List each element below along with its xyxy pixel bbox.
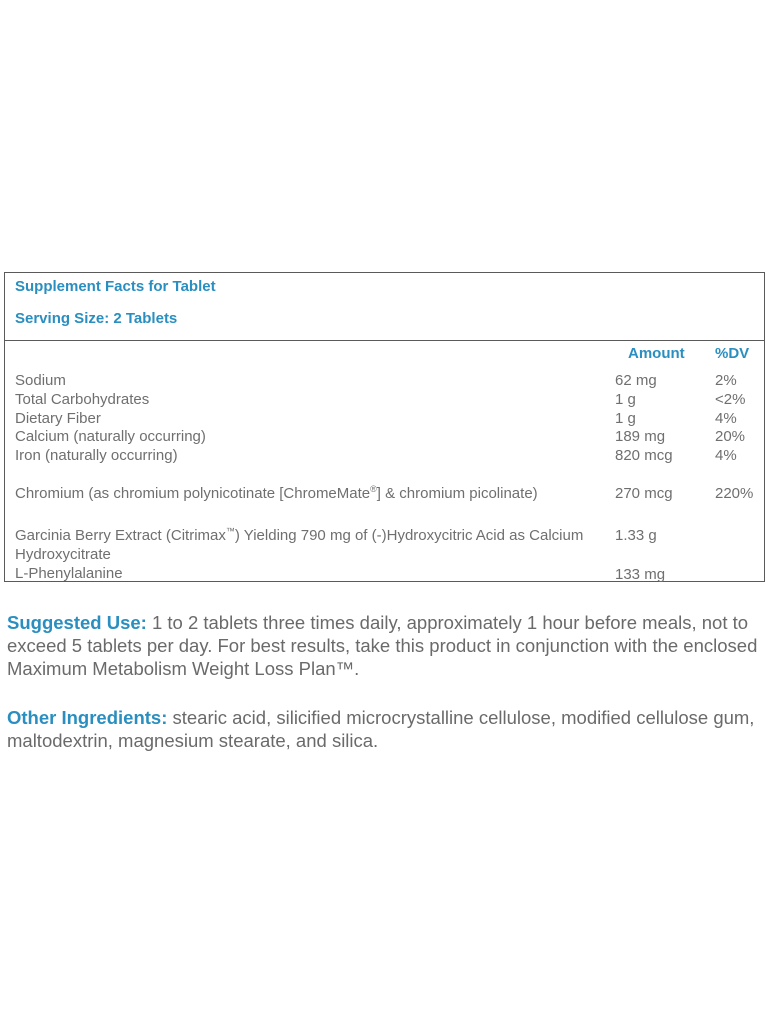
table-row xyxy=(5,527,764,565)
other-ingredients-label: Other Ingredients: xyxy=(7,707,168,728)
suggested-use xyxy=(7,611,767,680)
suggested-use-text: 1 to 2 tablets three times daily, approximately 1 hour before meals, not to exceed 5 tablets per day. For best results, take this product in conjunction with the enclosed Maximum Metabolism Weight Loss Plan™. xyxy=(7,612,758,679)
nutrient-amount: 1.33 g xyxy=(615,526,657,544)
nutrient-amount: 820 mcg xyxy=(615,447,673,465)
nutrient-name: Garcinia Berry Extract (Citrimax™) Yielding 790 mg of (-)Hydroxycitric Acid as Calcium Hydroxycitrate xyxy=(15,525,584,563)
nutrient-amount: 133 mg xyxy=(615,565,666,583)
dv-column-header: %DV xyxy=(715,345,750,362)
facts-header xyxy=(5,273,764,341)
supplement-facts-panel xyxy=(4,272,765,582)
amount-column-header: Amount xyxy=(628,345,685,362)
nutrient-name: Total Carbohydrates xyxy=(15,390,150,408)
table-row xyxy=(5,391,764,410)
nutrient-dv: 4% xyxy=(715,447,737,465)
nutrient-name: Dietary Fiber xyxy=(15,409,101,427)
table-row xyxy=(5,565,764,584)
nutrient-amount: 1 g xyxy=(615,409,636,427)
suggested-use-label: Suggested Use: xyxy=(7,612,147,633)
nutrient-name: L-Phenylalanine xyxy=(15,564,123,582)
table-row xyxy=(5,372,764,391)
nutrient-name: Calcium (naturally occurring) xyxy=(15,428,206,446)
table-row xyxy=(5,447,764,485)
nutrient-amount: 189 mg xyxy=(615,428,666,446)
nutrient-name: Chromium (as chromium polynicotinate [ChromeMate®] & chromium picolinate) xyxy=(15,483,538,502)
nutrient-amount: 1 g xyxy=(615,390,636,408)
facts-title: Supplement Facts for Tablet xyxy=(15,278,216,295)
table-row xyxy=(5,410,764,429)
nutrient-name: Iron (naturally occurring) xyxy=(15,447,178,465)
nutrient-dv: 20% xyxy=(715,428,746,446)
facts-rows xyxy=(5,372,764,584)
table-row xyxy=(5,428,764,447)
nutrient-name: Sodium xyxy=(15,372,66,389)
table-row xyxy=(5,485,764,527)
nutrient-dv: 2% xyxy=(715,372,737,389)
nutrient-dv: 4% xyxy=(715,409,737,427)
nutrient-dv: 220% xyxy=(715,484,754,502)
other-ingredients xyxy=(7,706,767,752)
nutrient-dv: <2% xyxy=(715,390,746,408)
nutrient-amount: 270 mcg xyxy=(615,484,673,502)
nutrient-amount: 62 mg xyxy=(615,372,657,389)
other-ingredients-text: stearic acid, silicified microcrystalline cellulose, modified cellulose gum, maltodextrin, magnesium stearate, and silica. xyxy=(7,707,755,751)
serving-size: Serving Size: 2 Tablets xyxy=(15,310,178,327)
